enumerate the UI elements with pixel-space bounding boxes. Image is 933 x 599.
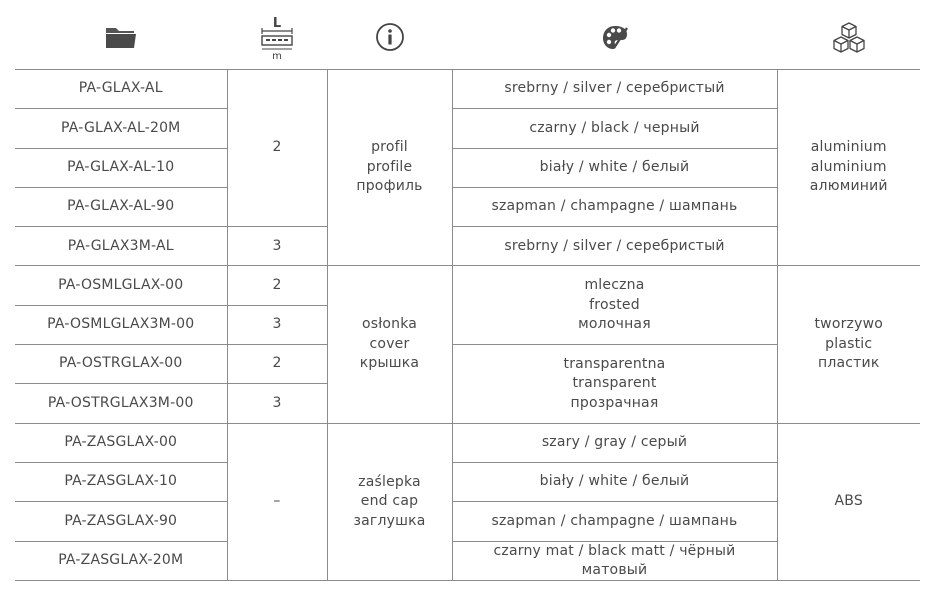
color-value: srebrny / silver / серебристый	[452, 227, 777, 266]
color-value: czarny / black / черный	[452, 109, 777, 148]
product-code: PA-ZASGLAX-20M	[15, 541, 227, 580]
table-row	[15, 423, 920, 462]
length-value: –	[227, 423, 327, 580]
product-code: PA-GLAX-AL-20M	[15, 109, 227, 148]
length-icon	[259, 14, 295, 60]
color-value: szapman / champagne / шампань	[452, 502, 777, 541]
header-code-column	[15, 12, 227, 62]
length-value: 2	[227, 70, 327, 227]
length-value: 2	[227, 345, 327, 384]
product-code: PA-ZASGLAX-00	[15, 423, 227, 462]
product-code: PA-OSTRGLAX-00	[15, 345, 227, 384]
product-type: osłonka cover крышка	[327, 266, 452, 423]
product-code: PA-ZASGLAX-90	[15, 502, 227, 541]
product-code: PA-OSMLGLAX-00	[15, 266, 227, 305]
product-code: PA-OSTRGLAX3M-00	[15, 384, 227, 423]
product-code: PA-ZASGLAX-10	[15, 462, 227, 501]
product-code: PA-OSMLGLAX3M-00	[15, 305, 227, 344]
color-value: mleczna frosted молочная	[452, 266, 777, 345]
length-value: 3	[227, 227, 327, 266]
header-length-column	[227, 12, 327, 62]
material-value: aluminium aluminium алюминий	[777, 70, 920, 266]
info-icon	[375, 22, 405, 52]
product-code: PA-GLAX3M-AL	[15, 227, 227, 266]
length-value: 3	[227, 384, 327, 423]
header-type-column	[327, 12, 452, 62]
product-code: PA-GLAX-AL-10	[15, 148, 227, 187]
color-value: czarny mat / black matt / чёрный матовый	[452, 541, 777, 580]
length-value: 2	[227, 266, 327, 305]
length-icon-top: L	[272, 16, 282, 31]
table-row	[15, 266, 920, 305]
product-type: profil profile профиль	[327, 70, 452, 266]
color-value: biały / white / белый	[452, 462, 777, 501]
product-code: PA-GLAX-AL-90	[15, 187, 227, 226]
length-icon-bottom: m	[272, 51, 282, 60]
folder-icon	[104, 24, 138, 50]
color-value: srebrny / silver / серебристый	[452, 70, 777, 109]
color-value: transparentna transparent прозрачная	[452, 345, 777, 424]
color-value: biały / white / белый	[452, 148, 777, 187]
header-color-column	[452, 12, 777, 62]
product-type: zaślepka end cap заглушка	[327, 423, 452, 580]
color-value: szapman / champagne / шампань	[452, 187, 777, 226]
palette-icon	[600, 22, 630, 52]
color-value: szary / gray / серый	[452, 423, 777, 462]
length-value: 3	[227, 305, 327, 344]
header-material-column	[777, 12, 920, 62]
material-cubes-icon	[832, 21, 866, 53]
product-code: PA-GLAX-AL	[15, 70, 227, 109]
material-value: tworzywo plastic пластик	[777, 266, 920, 423]
product-table	[15, 69, 920, 581]
table-header	[15, 12, 920, 62]
material-value: ABS	[777, 423, 920, 580]
table-row	[15, 70, 920, 109]
